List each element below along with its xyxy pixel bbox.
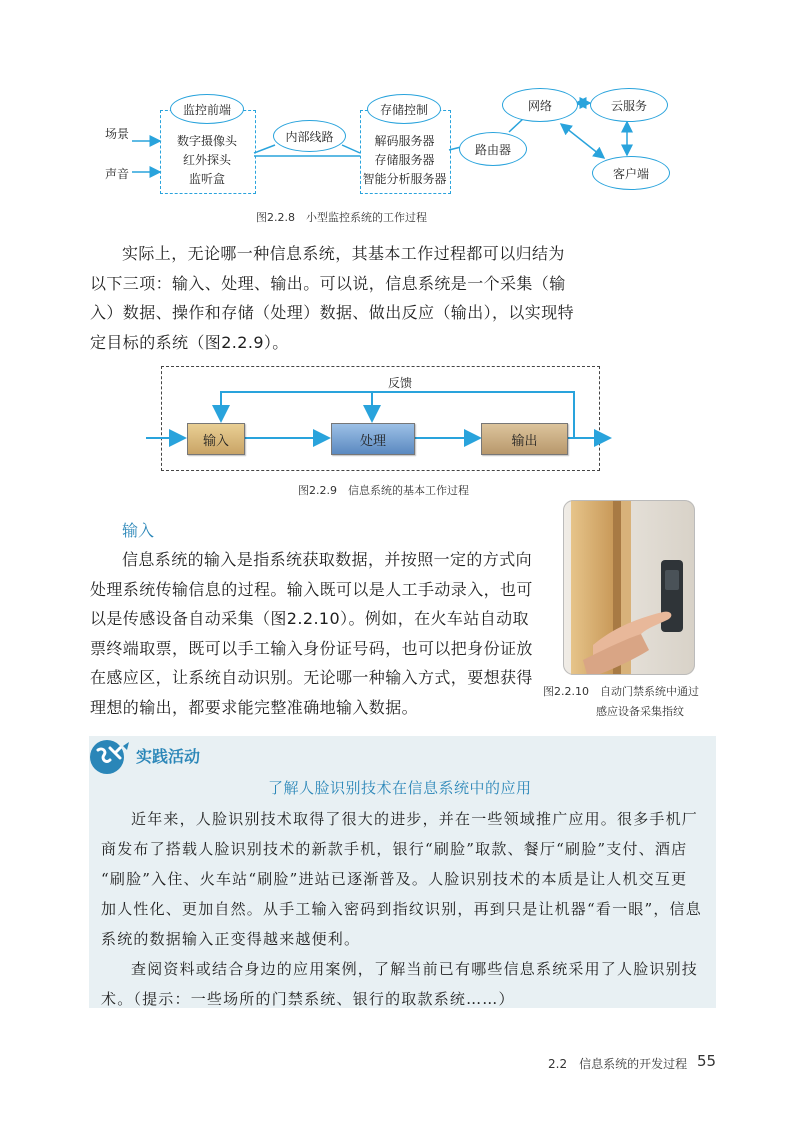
storage-item: 解码服务器: [374, 134, 435, 148]
footer-section-title: 2.2 信息系统的开发过程: [548, 1057, 688, 1071]
input-label-sound: 声音: [105, 167, 130, 181]
activity-line: “刷脸”入住、火车站“刷脸”进站已逐渐普及。人脸识别技术的本质是让人机交互更: [101, 870, 688, 888]
input-label-scene: 场景: [105, 127, 130, 141]
front-item: 数字摄像头: [176, 134, 237, 148]
activity-line: 近年来，人脸识别技术取得了很大的进步，并在一些领域推广应用。很多手机厂: [131, 810, 699, 828]
internal-line-node: 内部线路: [273, 120, 346, 152]
storage-control-title: 存储控制: [367, 94, 441, 124]
storage-control-items: [358, 132, 451, 189]
figure-2-2-8-caption: 图2.2.8 小型监控系统的工作过程: [256, 211, 427, 224]
activity-line: 系统的数据输入正变得越来越便利。: [101, 930, 361, 948]
activity-line: 商发布了搭载人脸识别技术的新款手机，银行“刷脸”取款、餐厅“刷脸”支付、酒店: [101, 840, 688, 858]
input-line: 理想的输出，都要求能完整准确地输入数据。: [90, 697, 419, 717]
input-paragraph: [90, 545, 540, 722]
network-node: 网络: [502, 88, 578, 122]
front-item: 红外探头: [182, 153, 231, 167]
link-front-line: [254, 145, 275, 153]
practice-activity-label: 实践活动: [136, 747, 201, 766]
activity-line: 术。（提示：一些场所的门禁系统、银行的取款系统……）: [101, 990, 515, 1008]
fingerprint-photo: [563, 500, 695, 675]
intro-line: 实际上，无论哪一种信息系统，其基本工作过程都可以归结为: [122, 244, 565, 263]
input-box: 输入: [187, 423, 245, 455]
front-item: 监听盒: [188, 172, 225, 186]
process-box: 处理: [331, 423, 415, 455]
input-line: 票终端取票，既可以手工输入身份证号码，也可以把身份证放: [90, 638, 533, 658]
monitor-front-items: [160, 132, 254, 189]
intro-line: 入）数据、操作和存储（处理）数据、做出反应（输出），以实现特: [90, 303, 575, 322]
output-box: 输出: [481, 423, 568, 455]
monitor-front-title: 监控前端: [170, 94, 244, 124]
storage-item: 存储服务器: [374, 153, 435, 167]
intro-paragraph: [90, 239, 690, 357]
figure-2-2-9-caption: 图2.2.9 信息系统的基本工作过程: [298, 484, 469, 497]
link-network-client: [561, 124, 604, 158]
practice-activity-title: 了解人脸识别技术在信息系统中的应用: [268, 779, 532, 797]
input-line: 在感应区，让系统自动识别。无论哪一种输入方式，要想获得: [90, 668, 533, 687]
activity-line: 查阅资料或结合身边的应用案例，了解当前已有哪些信息系统采用了人脸识别技: [131, 960, 699, 978]
router-node: 路由器: [459, 132, 527, 166]
figure-2-2-10-caption-1: 图2.2.10 自动门禁系统中通过: [543, 685, 699, 698]
client-node: 客户端: [592, 156, 670, 190]
figure-2-2-10-caption-2: 感应设备采集指纹: [596, 705, 684, 718]
feedback-label: 反馈: [388, 376, 413, 390]
storage-item: 智能分析服务器: [362, 172, 447, 186]
cloud-service-node: 云服务: [590, 88, 668, 122]
section-heading-input: 输入: [122, 521, 155, 540]
input-line: 处理系统传输信息的过程。输入既可以是人工手动录入，也可: [90, 579, 533, 599]
input-line: 以是传感设备自动采集（图2.2.10）。例如，在火车站自动取: [90, 609, 529, 628]
intro-line: 以下三项：输入、处理、输出。可以说，信息系统是一个采集（输: [90, 273, 566, 293]
page-number: 55: [697, 1052, 717, 1070]
activity-line: 加人性化、更加自然。从手工输入密码到指纹识别，再到只是让机器“看一眼”，信息: [101, 900, 702, 918]
practice-activity-icon: [87, 738, 131, 776]
input-line: 信息系统的输入是指系统获取数据，并按照一定的方式向: [122, 550, 533, 569]
practice-activity-body: [101, 804, 711, 1014]
intro-line: 定目标的系统（图2.2.9）。: [90, 332, 289, 352]
